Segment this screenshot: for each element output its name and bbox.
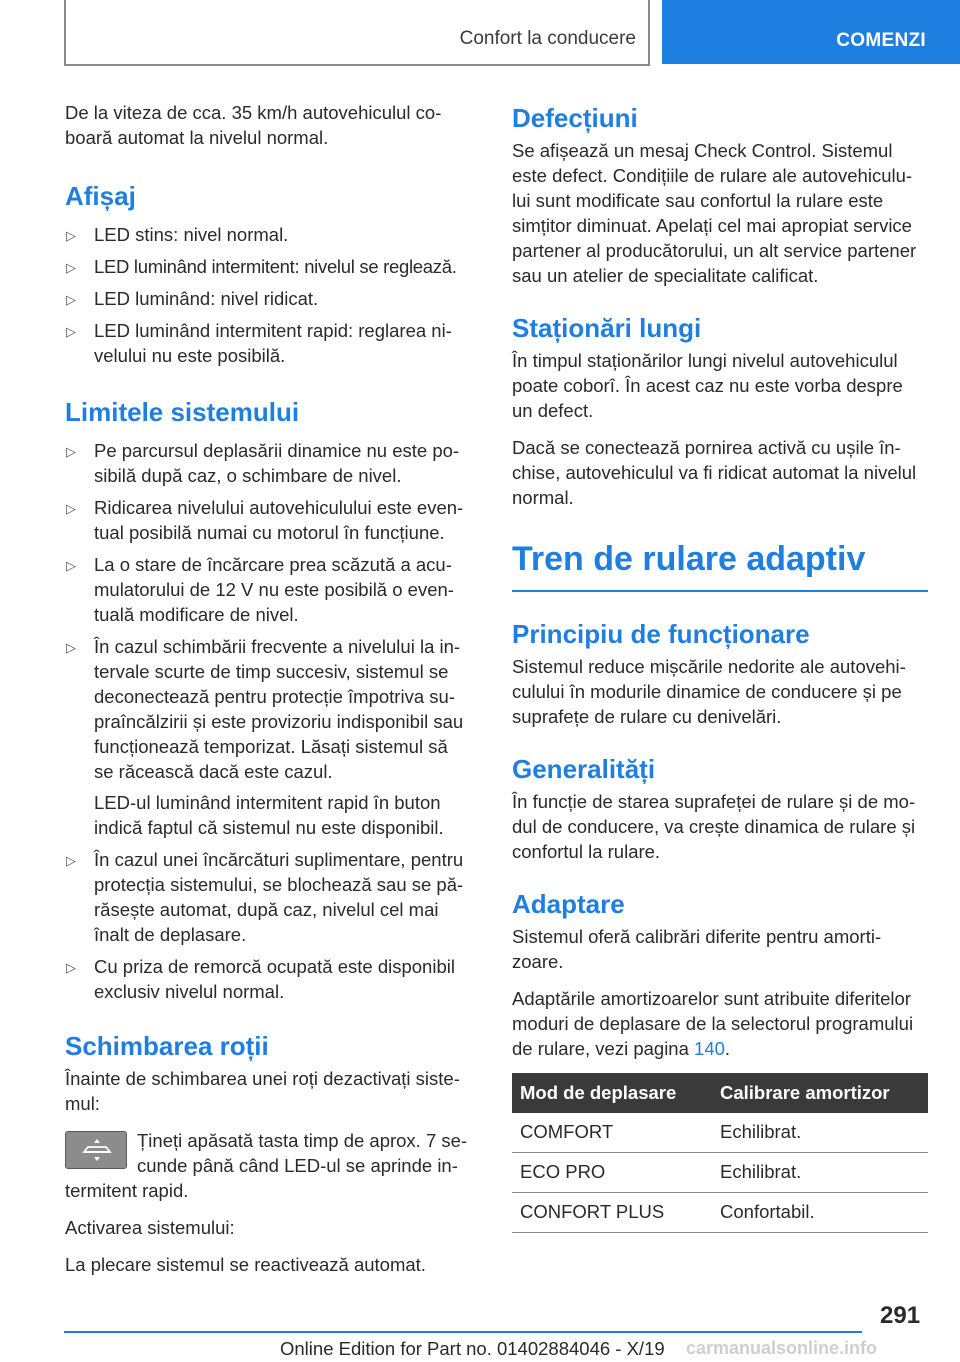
edition-text: Online Edition for Part no. 01402884046 - X/19 [280, 1338, 665, 1359]
list-item: ▷ Ridicarea nivelului autovehiculului este even- tual posibilă numai cu motorul în funcțiune. [66, 497, 464, 543]
column-header: Mod de deplasare [512, 1073, 712, 1113]
table-row [512, 1152, 928, 1192]
list-item: ▷ Cu priza de remorcă ocupată este disponibil exclusiv nivelul normal. [66, 956, 455, 1002]
triangle-bullet-icon: ▷ [66, 640, 76, 655]
display-list [65, 222, 477, 368]
table-cell: ECO PRO [512, 1152, 712, 1192]
triangle-bullet-icon: ▷ [66, 260, 76, 275]
wheel-heading: Schimbarea roții [65, 1031, 269, 1061]
display-heading: Afișaj [65, 181, 136, 211]
table-cell: Confortabil. [712, 1192, 928, 1232]
faults-heading: Defecțiuni [512, 103, 638, 133]
table-row [512, 1192, 928, 1232]
list-item: ▷ Pe parcursul deplasării dinamice nu este po- sibilă după caz, o schimbare de nivel. [66, 440, 460, 486]
header-divider [648, 0, 650, 64]
chapter-title: COMENZI [836, 30, 926, 51]
page-header [0, 0, 960, 66]
parking-text-2: Dacă se conectează pornirea activă cu ușile în- chise, autovehiculul va fi ridicat automat la nivelul normal. [512, 437, 917, 508]
triangle-bullet-icon: ▷ [66, 501, 76, 516]
column-header: Calibrare amortizor [712, 1073, 928, 1113]
button-instruction [65, 1128, 477, 1203]
button-hold-text: Țineți apăsată tasta timp de aprox. 7 se- cunde până când LED-ul se aprinde in- [137, 1130, 468, 1176]
faults-text: Se afișează un mesaj Check Control. Sistemul este defect. Condițiile de rulare ale autovehiculu- lui sunt modificate sau confortul la rulare este simțitor diminuat. Apelați cel mai apropiat service partener al producătorului, un alt service partener sau un atelier de specialitate calificat. [512, 140, 917, 286]
table-cell: Echilibrat. [712, 1113, 928, 1153]
general-heading: Generalități [512, 753, 656, 784]
adapt-text-1: Sistemul oferă calibrări diferite pentru amorti- zoare. [512, 925, 882, 972]
table-row [512, 1113, 928, 1153]
adapt-heading: Adaptare [512, 888, 625, 919]
adapt-text-2: Adaptările amortizoarelor sunt atribuite diferitelor moduri de deplasare de la selectorul programului de rulare, vezi pagina 140. [512, 987, 914, 1059]
list-item: ▷ LED luminând: nivel ridicat. [65, 286, 477, 311]
list-item: ▷ LED luminând intermitent: nivelul se reglează. [65, 254, 477, 279]
list-item: ▷ LED luminând intermitent rapid: reglarea ni- velului nu este posibilă. [66, 320, 452, 366]
footer-rule [64, 1331, 862, 1333]
title-rule [512, 590, 928, 592]
general-text: În funcție de starea suprafeței de rulare și de mo- dul de conducere, va crește dinamica de rulare și confortul la rulare. [512, 790, 916, 862]
list-item: ▷ La o stare de încărcare prea scăzută a acu- mulatorului de 12 V nu este posibilă o even- tuală modificare de nivel. [66, 554, 454, 625]
damper-table [512, 1073, 928, 1233]
triangle-bullet-icon: ▷ [66, 228, 76, 243]
limits-list [65, 438, 477, 1004]
table-cell: COMFORT [512, 1113, 712, 1153]
triangle-bullet-icon: ▷ [66, 853, 76, 868]
wheel-intro: Înainte de schimbarea unei roți dezactivați siste- mul: [65, 1068, 460, 1114]
chapter-section-title: Tren de rulare adaptiv [512, 540, 866, 578]
principle-text: Sistemul reduce mișcările nedorite ale autovehi- culului în modurile dinamice de conducere și pe suprafețe de rulare cu denivelări. [512, 655, 906, 727]
parking-heading: Staționări lungi [512, 313, 702, 343]
principle-heading: Principiu de funcționare [512, 618, 810, 649]
triangle-bullet-icon: ▷ [66, 558, 76, 573]
car-lift-button-icon [65, 1131, 127, 1169]
button-hold-text-end: termitent rapid. [65, 1180, 189, 1201]
limits-heading: Limitele sistemului [65, 397, 300, 427]
list-item: ▷ În cazul unei încărcături suplimentare, pentru protecția sistemului, se blochează sau se pă- răsește automat, după caz, nivelul cel mai înalt de deplasare. [66, 849, 464, 945]
page-number: 291 [880, 1302, 921, 1329]
section-title: Confort la conducere [459, 28, 636, 49]
auto-reactivation-text: La plecare sistemul se reactivează automat. [65, 1254, 426, 1275]
led-note: LED-ul luminând intermitent rapid în buton indică faptul că sistemul nu este disponibil. [94, 792, 444, 838]
triangle-bullet-icon: ▷ [66, 324, 76, 339]
triangle-bullet-icon: ▷ [66, 292, 76, 307]
triangle-bullet-icon: ▷ [66, 960, 76, 975]
table-cell: CONFORT PLUS [512, 1192, 712, 1232]
table-cell: Echilibrat. [712, 1152, 928, 1192]
header-bottom-rule [64, 64, 650, 66]
triangle-bullet-icon: ▷ [66, 444, 76, 459]
list-item: ▷ În cazul schimbării frecvente a nivelului la in- tervale scurte de timp succesiv, sistemul se deconectează pentru protecție împotriva su- praîncălzirii și este provizoriu indisponibil sau funcționează temporizat. Lăsați sistemul să se răcească dacă este cazul. LED-ul luminând intermitent rapid în buton indică faptul că sistemul nu este disponibil. [65, 634, 477, 840]
right-column [512, 100, 928, 1233]
activation-label: Activarea sistemului: [65, 1217, 235, 1238]
list-item: ▷ LED stins: nivel normal. [65, 222, 477, 247]
parking-text-1: În timpul staționărilor lungi nivelul autovehiculul poate coborî. În acest caz nu este vorba despre un defect. [512, 350, 903, 421]
chapter-tab [662, 0, 960, 64]
table-header-row [512, 1073, 928, 1113]
left-column [65, 100, 477, 1289]
intro-text: De la viteza de cca. 35 km/h autovehiculul co- boară automat la nivelul normal. [65, 102, 442, 148]
page-link[interactable]: 140 [694, 1037, 725, 1059]
header-left-rule [64, 0, 66, 64]
site-watermark: carmanualsonline.info [686, 1338, 878, 1358]
